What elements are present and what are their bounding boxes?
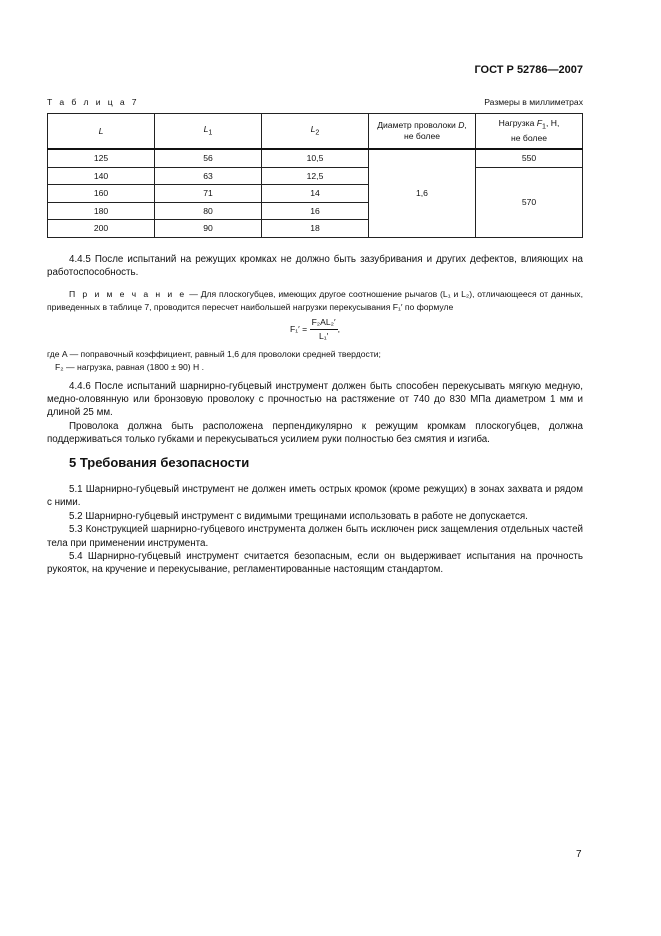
table-header-row bbox=[48, 114, 583, 150]
table-units: Размеры в миллиметрах bbox=[484, 97, 583, 107]
para-5-4: 5.4 Шарнирно-губцевый инструмент считается безопасным, если он выдерживает испытания на прочность рукояток, на кручение и перекусывание, регламентированные настоящим стандартом. bbox=[47, 551, 583, 576]
load-cell: 550 bbox=[476, 149, 583, 167]
table-row: 180 80 16 bbox=[48, 202, 583, 220]
col-l2: $L_2$ bbox=[262, 114, 369, 150]
table-row: 200 90 18 bbox=[48, 220, 583, 238]
table-caption: Т а б л и ц а 7 bbox=[47, 97, 139, 107]
section-5-heading: 5 Требования безопасности bbox=[69, 455, 250, 470]
diameter-cell: 1,6 bbox=[369, 149, 476, 237]
load-cell: 570 bbox=[476, 167, 583, 237]
para-5-1: 5.1 Шарнирно-губцевый инструмент не должен иметь острых кромок (кроме режущих) в зонах захвата и рядом с ними. bbox=[47, 484, 583, 509]
table-7 bbox=[47, 113, 583, 238]
where-f2: F₂ — нагрузка, равная (1800 ± 90) Н . bbox=[55, 361, 204, 372]
table-row: 140 63 12,5 570 bbox=[48, 167, 583, 185]
where-a: где A — поправочный коэффициент, равный 1,6 для проволоки средней твердости; bbox=[47, 348, 381, 359]
col-diameter: Диаметр проволоки D, не более bbox=[369, 114, 476, 150]
para-5-2: 5.2 Шарнирно-губцевый инструмент с видимыми трещинами использовать в работе не допускается. bbox=[69, 510, 528, 522]
col-l1: $L_1$ bbox=[155, 114, 262, 150]
formula: F₁′ = $\frac{\text{F₂AL₂′}}{\text{L₁′}}$ , bbox=[290, 316, 340, 342]
para-5-3: 5.3 Конструкцией шарнирно-губцевого инструмента должен быть исключен риск защемления отдельных частей тела при применении инструмента. bbox=[47, 524, 583, 549]
col-l: L bbox=[48, 114, 155, 150]
section-5-body bbox=[47, 483, 583, 577]
table-caption-row bbox=[47, 97, 583, 107]
col-load: Нагрузка $F_1$, Н, не более bbox=[476, 114, 583, 150]
page-number: 7 bbox=[576, 849, 582, 860]
para-4-4-5: 4.4.5 После испытаний на режущих кромках не должно быть зазубривания и других дефектов, влияющих на работоспособность. bbox=[47, 254, 583, 279]
table-row: 125 56 10,5 1,6 550 bbox=[48, 149, 583, 167]
para-4-4-6: 4.4.6 После испытаний шарнирно-губцевый инструмент должен быть способен перекусывать мягкую медную, медно-оловянную или бронзовую проволоку с прочностью на растяжение от 740 до 830 МПа диаметром 1 мм и длиной 25 мм. bbox=[47, 380, 583, 419]
body-text-1 bbox=[47, 253, 583, 447]
table-row: 160 71 14 bbox=[48, 185, 583, 203]
para-4-4-6-wire: Проволока должна быть расположена перпендикулярно к режущим кромкам плоскогубцев, должна поддерживаться только губками и перекусываться усилием руки полностью без смятия и изгиба. bbox=[47, 420, 583, 446]
document-id: ГОСТ Р 52786—2007 bbox=[474, 64, 583, 76]
note: П р и м е ч а н и е — Для плоскогубцев, имеющих другое соотношение рычагов (L₁ и L₂), отличающееся от данных, приведенных в таблице 7, проводится пересчет наибольшей нагрузки перекусывания F₁′ по формуле bbox=[47, 288, 583, 312]
